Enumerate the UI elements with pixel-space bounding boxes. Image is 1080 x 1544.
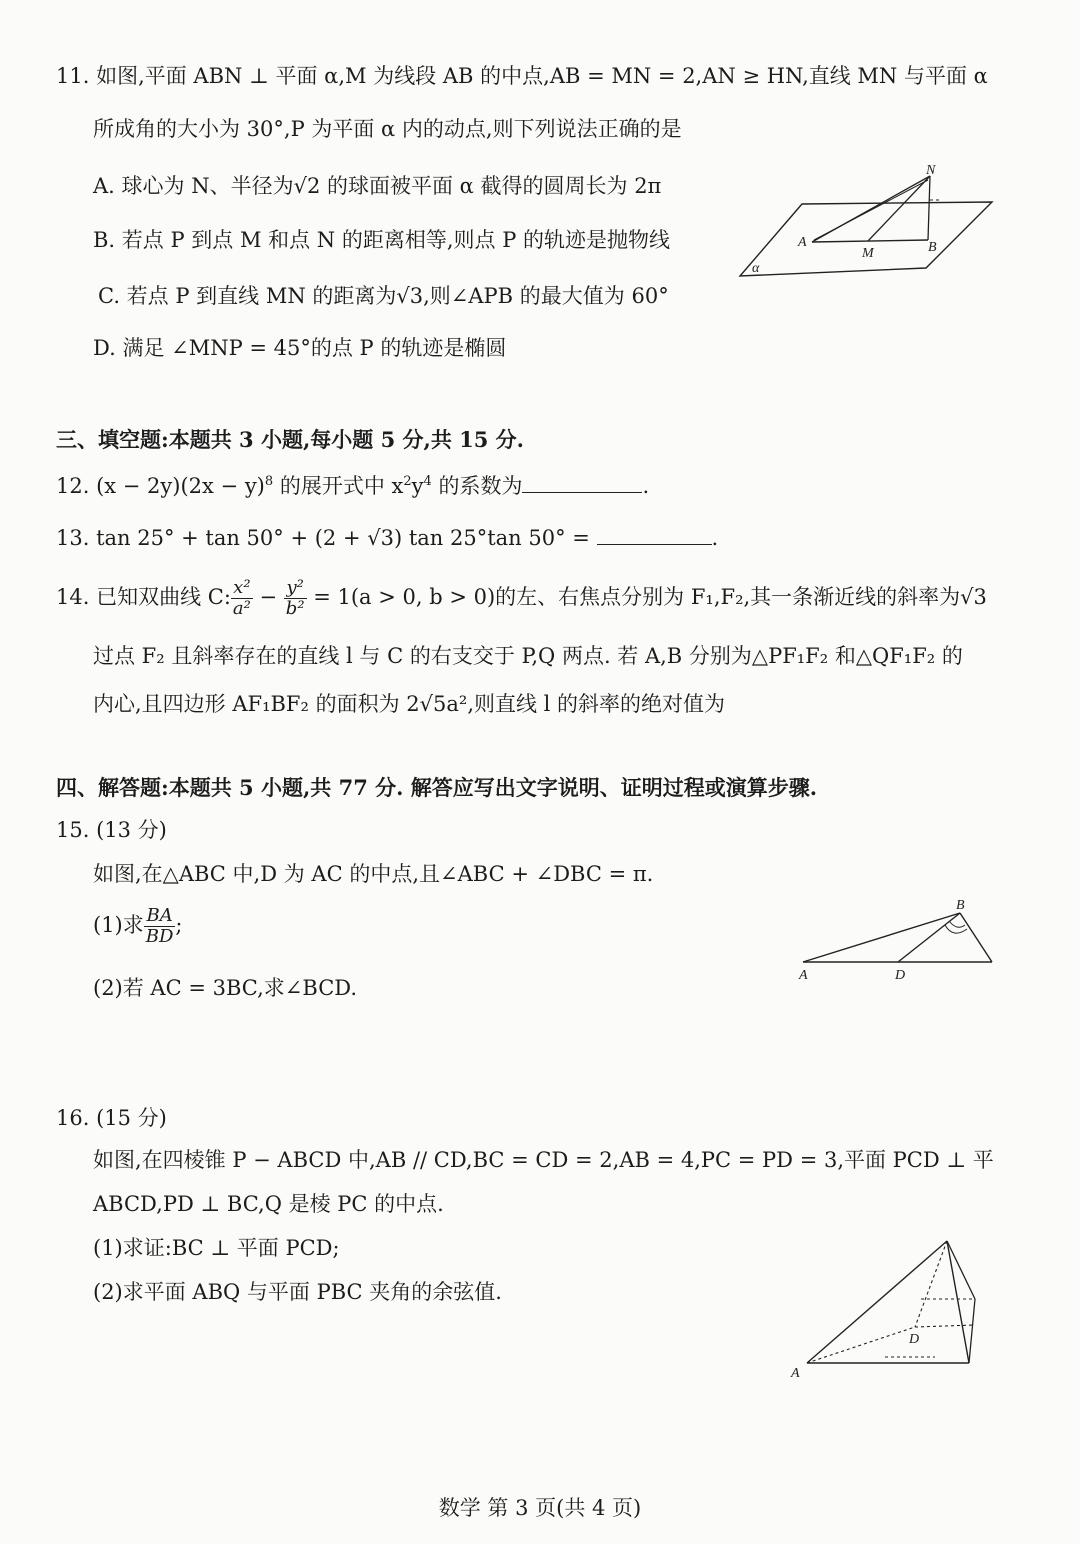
q12-e2: 4 [423, 474, 432, 489]
q15-head: 15. (13 分) [56, 818, 167, 842]
q15-p1-post: ; [175, 913, 183, 937]
segment-ab [812, 240, 928, 242]
q13-answer-blank[interactable] [597, 524, 712, 545]
q11-option-c: C. 若点 P 到直线 MN 的距离为√3,则∠APB 的最大值为 60° [98, 284, 669, 308]
segment-nb [928, 176, 930, 240]
label-b: B [956, 898, 965, 913]
segment-bd [898, 913, 960, 962]
q14-frac-y [284, 578, 307, 619]
edge-pd [915, 1241, 947, 1327]
q16-stem-line1: 如图,在四棱锥 P − ABCD 中,AB // CD,BC = CD = 2,AB = 4,PC = PD = 3,平面 PCD ⊥ 平 [93, 1148, 994, 1172]
q14-num2: y² [284, 578, 307, 599]
q15-part2: (2)若 AC = 3BC,求∠BCD. [93, 976, 358, 1000]
q16-part2: (2)求平面 ABQ 与平面 PBC 夹角的余弦值. [93, 1280, 502, 1304]
q14-frac-x [231, 578, 253, 619]
q11-option-a: A. 球心为 N、半径为√2 的球面被平面 α 截得的圆周长为 2π [93, 174, 662, 198]
q12-exp: 8 [264, 474, 274, 489]
q12-mid: 的展开式中 x [273, 474, 404, 498]
q12-answer-blank[interactable] [522, 472, 642, 493]
q14-minus: − [252, 585, 284, 609]
q16-stem-line2: ABCD,PD ⊥ BC,Q 是棱 PC 的中点. [93, 1192, 444, 1216]
angle-arc-b-2 [949, 921, 965, 927]
q11-option-b: B. 若点 P 到点 M 和点 N 的距离相等,则点 P 的轨迹是抛物线 [93, 228, 670, 252]
q11-option-d: D. 满足 ∠MNP = 45°的点 P 的轨迹是椭圆 [93, 336, 507, 360]
label-b: B [928, 240, 937, 255]
label-a: A [799, 968, 808, 983]
q14-line3: 内心,且四边形 AF₁BF₂ 的面积为 2√5a²,则直线 l 的斜率的绝对值为 [93, 692, 726, 716]
q12-e1: 2 [403, 474, 412, 489]
q12-y: y [411, 474, 424, 498]
label-a: A [798, 235, 807, 250]
section4-title: 四、解答题:本题共 5 小题,共 77 分. 解答应写出文字说明、证明过程或演算步骤. [56, 775, 818, 800]
q15-frac-num: BA [144, 906, 176, 927]
q15-p1-pre: (1)求 [93, 913, 144, 937]
q14-pre: 14. 已知双曲线 C: [56, 585, 231, 609]
edge-ad [807, 1327, 915, 1363]
q14-den1: a² [232, 598, 251, 619]
q14-post: = 1(a > 0, b > 0)的左、右焦点分别为 F₁,F₂,其一条渐近线的斜率为√3 [306, 585, 987, 609]
q15-stem: 如图,在△ABC 中,D 为 AC 的中点,且∠ABC + ∠DBC = π. [93, 862, 654, 886]
q15-part1 [93, 906, 183, 947]
q11-stem-line2: 所成角的大小为 30°,P 为平面 α 内的动点,则下列说法正确的是 [93, 117, 682, 141]
edge-bc [969, 1299, 975, 1363]
q15-frac-den: BD [145, 926, 174, 947]
edge-pb [947, 1241, 969, 1363]
edge-pc [947, 1241, 975, 1299]
q16-head: 16. (15 分) [56, 1106, 167, 1130]
edge-dc [915, 1325, 975, 1327]
page-footer: 数学 第 3 页(共 4 页) [438, 1496, 642, 1520]
q14-num1: x² [231, 578, 253, 599]
q13-line [56, 524, 718, 552]
q11-stem-line1: 11. 如图,平面 ABN ⊥ 平面 α,M 为线段 AB 的中点,AB = MN = 2,AN ≥ HN,直线 MN 与平面 α [56, 64, 988, 88]
label-m: M [862, 246, 874, 261]
q16-pyramid-figure [785, 1235, 990, 1383]
q15-triangle-figure [795, 895, 1000, 985]
q13-text: 13. tan 25° + tan 50° + (2 + √3) tan 25°tan 50° = [56, 526, 597, 550]
segment-an-2 [814, 180, 928, 240]
q14-den2: b² [285, 598, 305, 619]
q12-end: . [642, 474, 650, 498]
label-a: A [791, 1366, 800, 1381]
q12-line [56, 472, 649, 500]
label-alpha: α [752, 261, 760, 276]
q14-line2: 过点 F₂ 且斜率存在的直线 l 与 C 的右支交于 P,Q 两点. 若 A,B 分别为△PF₁F₂ 和△QF₁F₂ 的 [93, 644, 963, 668]
segment-bc [960, 913, 992, 962]
label-n: N [926, 163, 936, 178]
q12-pre: 12. (x − 2y)(2x − y) [56, 474, 265, 498]
segment-mn [868, 176, 930, 241]
q12-post: 的系数为 [431, 474, 523, 498]
q11-figure-plane [730, 160, 1000, 285]
q15-frac [144, 906, 176, 947]
edge-pa [807, 1241, 947, 1363]
section3-title: 三、填空题:本题共 3 小题,每小题 5 分,共 15 分. [56, 427, 524, 452]
segment-ab [803, 913, 960, 962]
q16-part1: (1)求证:BC ⊥ 平面 PCD; [93, 1236, 340, 1260]
q13-end: . [711, 526, 719, 550]
label-d: D [895, 968, 906, 983]
q14-line1 [56, 578, 987, 619]
label-d: D [909, 1332, 920, 1347]
